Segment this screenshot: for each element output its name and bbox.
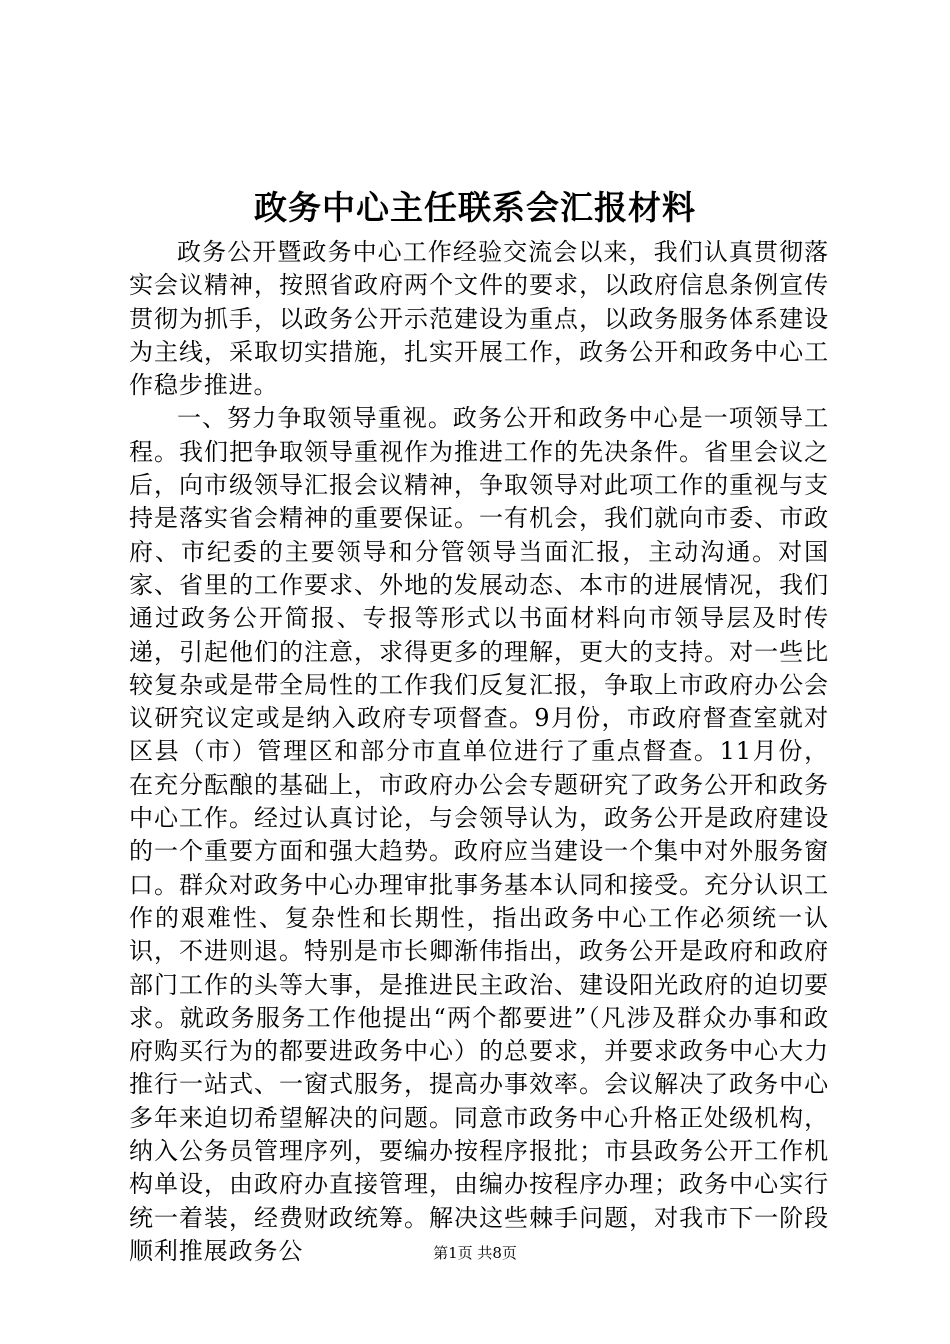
document-body [129, 236, 829, 1268]
section-one-paragraph: 一、努力争取领导重视。政务公开和政务中心是一项领导工程。我们把争取领导重视作为推进工作的先决条件。省里会议之后，向市级领导汇报会议精神，争取领导对此项工作的重视与支持是落实省会精神的重要保证。一有机会，我们就向市委、市政府、市纪委的主要领导和分管领导当面汇报，主动沟通。对国家、省里的工作要求、外地的发展动态、本市的进展情况，我们通过政务公开简报、专报等形式以书面材料向市领导层及时传递，引起他们的注意，求得更多的理解，更大的支持。对一些比较复杂或是带全局性的工作我们反复汇报，争取上市政府办公会议研究议定或是纳入政府专项督查。9月份，市政府督查室就对区县（市）管理区和部分市直单位进行了重点督查。11月份，在充分酝酿的基础上，市政府办公会专题研究了政务公开和政务中心工作。经过认真讨论，与会领导认为，政务公开是政府建设的一个重要方面和强大趋势。政府应当建设一个集中对外服务窗口。群众对政务中心办理审批事务基本认同和接受。充分认识工作的艰难性、复杂性和长期性，指出政务中心工作必须统一认识，不进则退。特别是市长卿渐伟指出，政务公开是政府和政府部门工作的头等大事，是推进民主政治、建设阳光政府的迫切要求。就政务服务工作他提出“两个都要进”（凡涉及群众办事和政府购买行为的都要进政务中心）的总要求，并要求政务中心大力推行一站式、一窗式服务，提高办事效率。会议解决了政务中心多年来迫切希望解决的问题。同意市政务中心升格正处级机构，纳入公务员管理序列，要编办按程序报批；市县政务公开工作机构单设，由政府办直接管理，由编办按程序办理；政务中心实行统一着装，经费财政统筹。解决这些棘手问题，对我市下一阶段顺利推展政务公 [129, 404, 829, 1265]
intro-paragraph: 政务公开暨政务中心工作经验交流会以来，我们认真贯彻落实会议精神，按照省政府两个文件的要求，以政府信息条例宣传贯彻为抓手，以政务公开示范建设为重点，以政务服务体系建设为主线，采取切实措施，扎实开展工作，政务公开和政务中心工作稳步推进。 [129, 238, 829, 400]
page-footer: 第1页 共8页 [433, 1244, 517, 1262]
document-title: 政务中心主任联系会汇报材料 [254, 188, 696, 227]
